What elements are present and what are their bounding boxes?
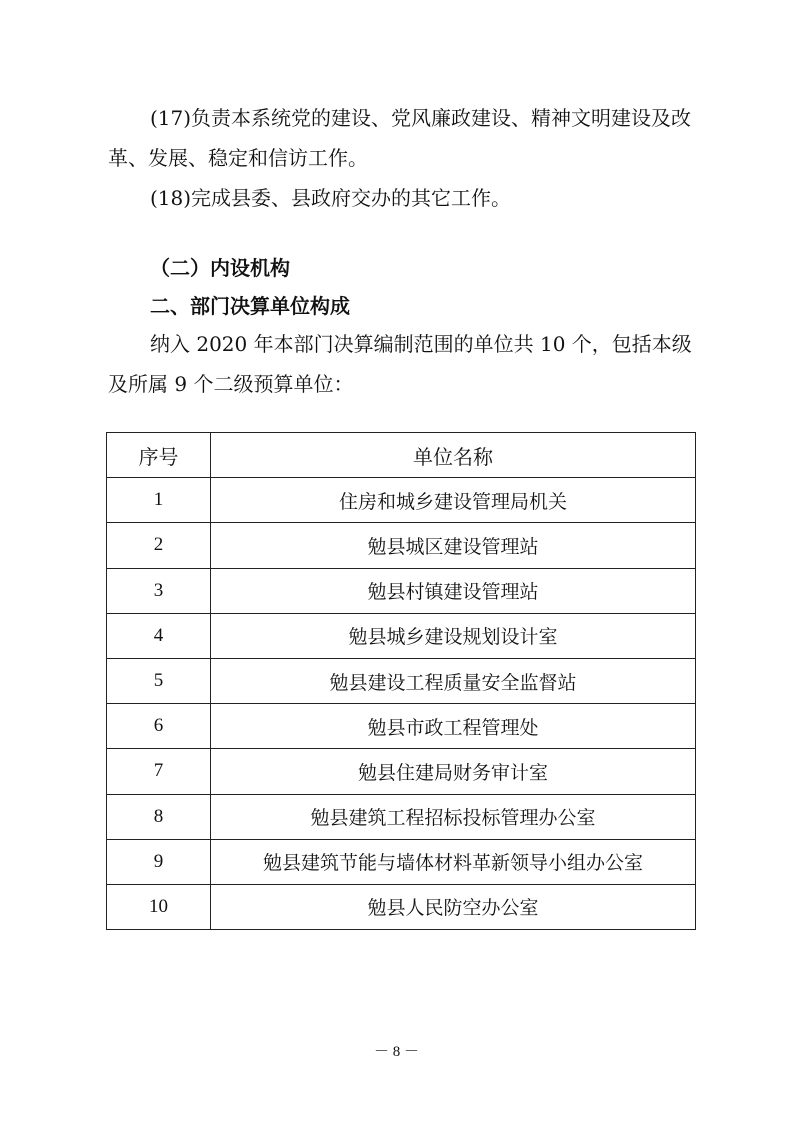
row-unit-name: 勉县村镇建设管理站 — [211, 568, 696, 613]
row-number: 2 — [107, 523, 211, 568]
table-row — [107, 749, 696, 794]
table-row — [107, 839, 696, 884]
table-row — [107, 523, 696, 568]
row-number: 7 — [107, 749, 211, 794]
table-row — [107, 478, 696, 523]
row-unit-name: 勉县建设工程质量安全监督站 — [211, 658, 696, 703]
row-unit-name: 勉县城区建设管理站 — [211, 523, 696, 568]
column-header-unit-name: 单位名称 — [211, 433, 696, 478]
row-number: 5 — [107, 658, 211, 703]
section-heading-units: 二、部门决算单位构成 — [150, 294, 350, 318]
row-number: 9 — [107, 839, 211, 884]
row-unit-name: 勉县城乡建设规划设计室 — [211, 613, 696, 658]
row-number: 6 — [107, 704, 211, 749]
table-header-row — [107, 433, 696, 478]
row-unit-name: 勉县建筑节能与墙体材料革新领导小组办公室 — [211, 839, 696, 884]
row-number: 3 — [107, 568, 211, 613]
table-row — [107, 613, 696, 658]
row-unit-name: 勉县住建局财务审计室 — [211, 749, 696, 794]
row-number: 10 — [107, 884, 211, 929]
duty-18-paragraph: (18)完成县委、县政府交办的其它工作。 — [150, 186, 512, 210]
table-row — [107, 568, 696, 613]
section-heading-internal: （二）内设机构 — [150, 256, 290, 280]
duty-17-paragraph: (17)负责本系统党的建设、党风廉政建设、精神文明建设及改革、发展、稳定和信访工作。 — [108, 106, 692, 170]
row-unit-name: 勉县人民防空办公室 — [211, 884, 696, 929]
units-table — [106, 432, 696, 930]
row-number: 8 — [107, 794, 211, 839]
page-number: － 8 － — [373, 1044, 419, 1060]
intro-paragraph: 纳入 2020 年本部门决算编制范围的单位共 10 个，包括本级及所属 9 个二级预算单位： — [108, 332, 692, 396]
row-number: 4 — [107, 613, 211, 658]
row-unit-name: 勉县市政工程管理处 — [211, 704, 696, 749]
table-row — [107, 794, 696, 839]
row-unit-name: 勉县建筑工程招标投标管理办公室 — [211, 794, 696, 839]
table-row — [107, 658, 696, 703]
row-unit-name: 住房和城乡建设管理局机关 — [211, 478, 696, 523]
table-row — [107, 884, 696, 929]
column-header-number: 序号 — [107, 433, 211, 478]
row-number: 1 — [107, 478, 211, 523]
table-row — [107, 704, 696, 749]
